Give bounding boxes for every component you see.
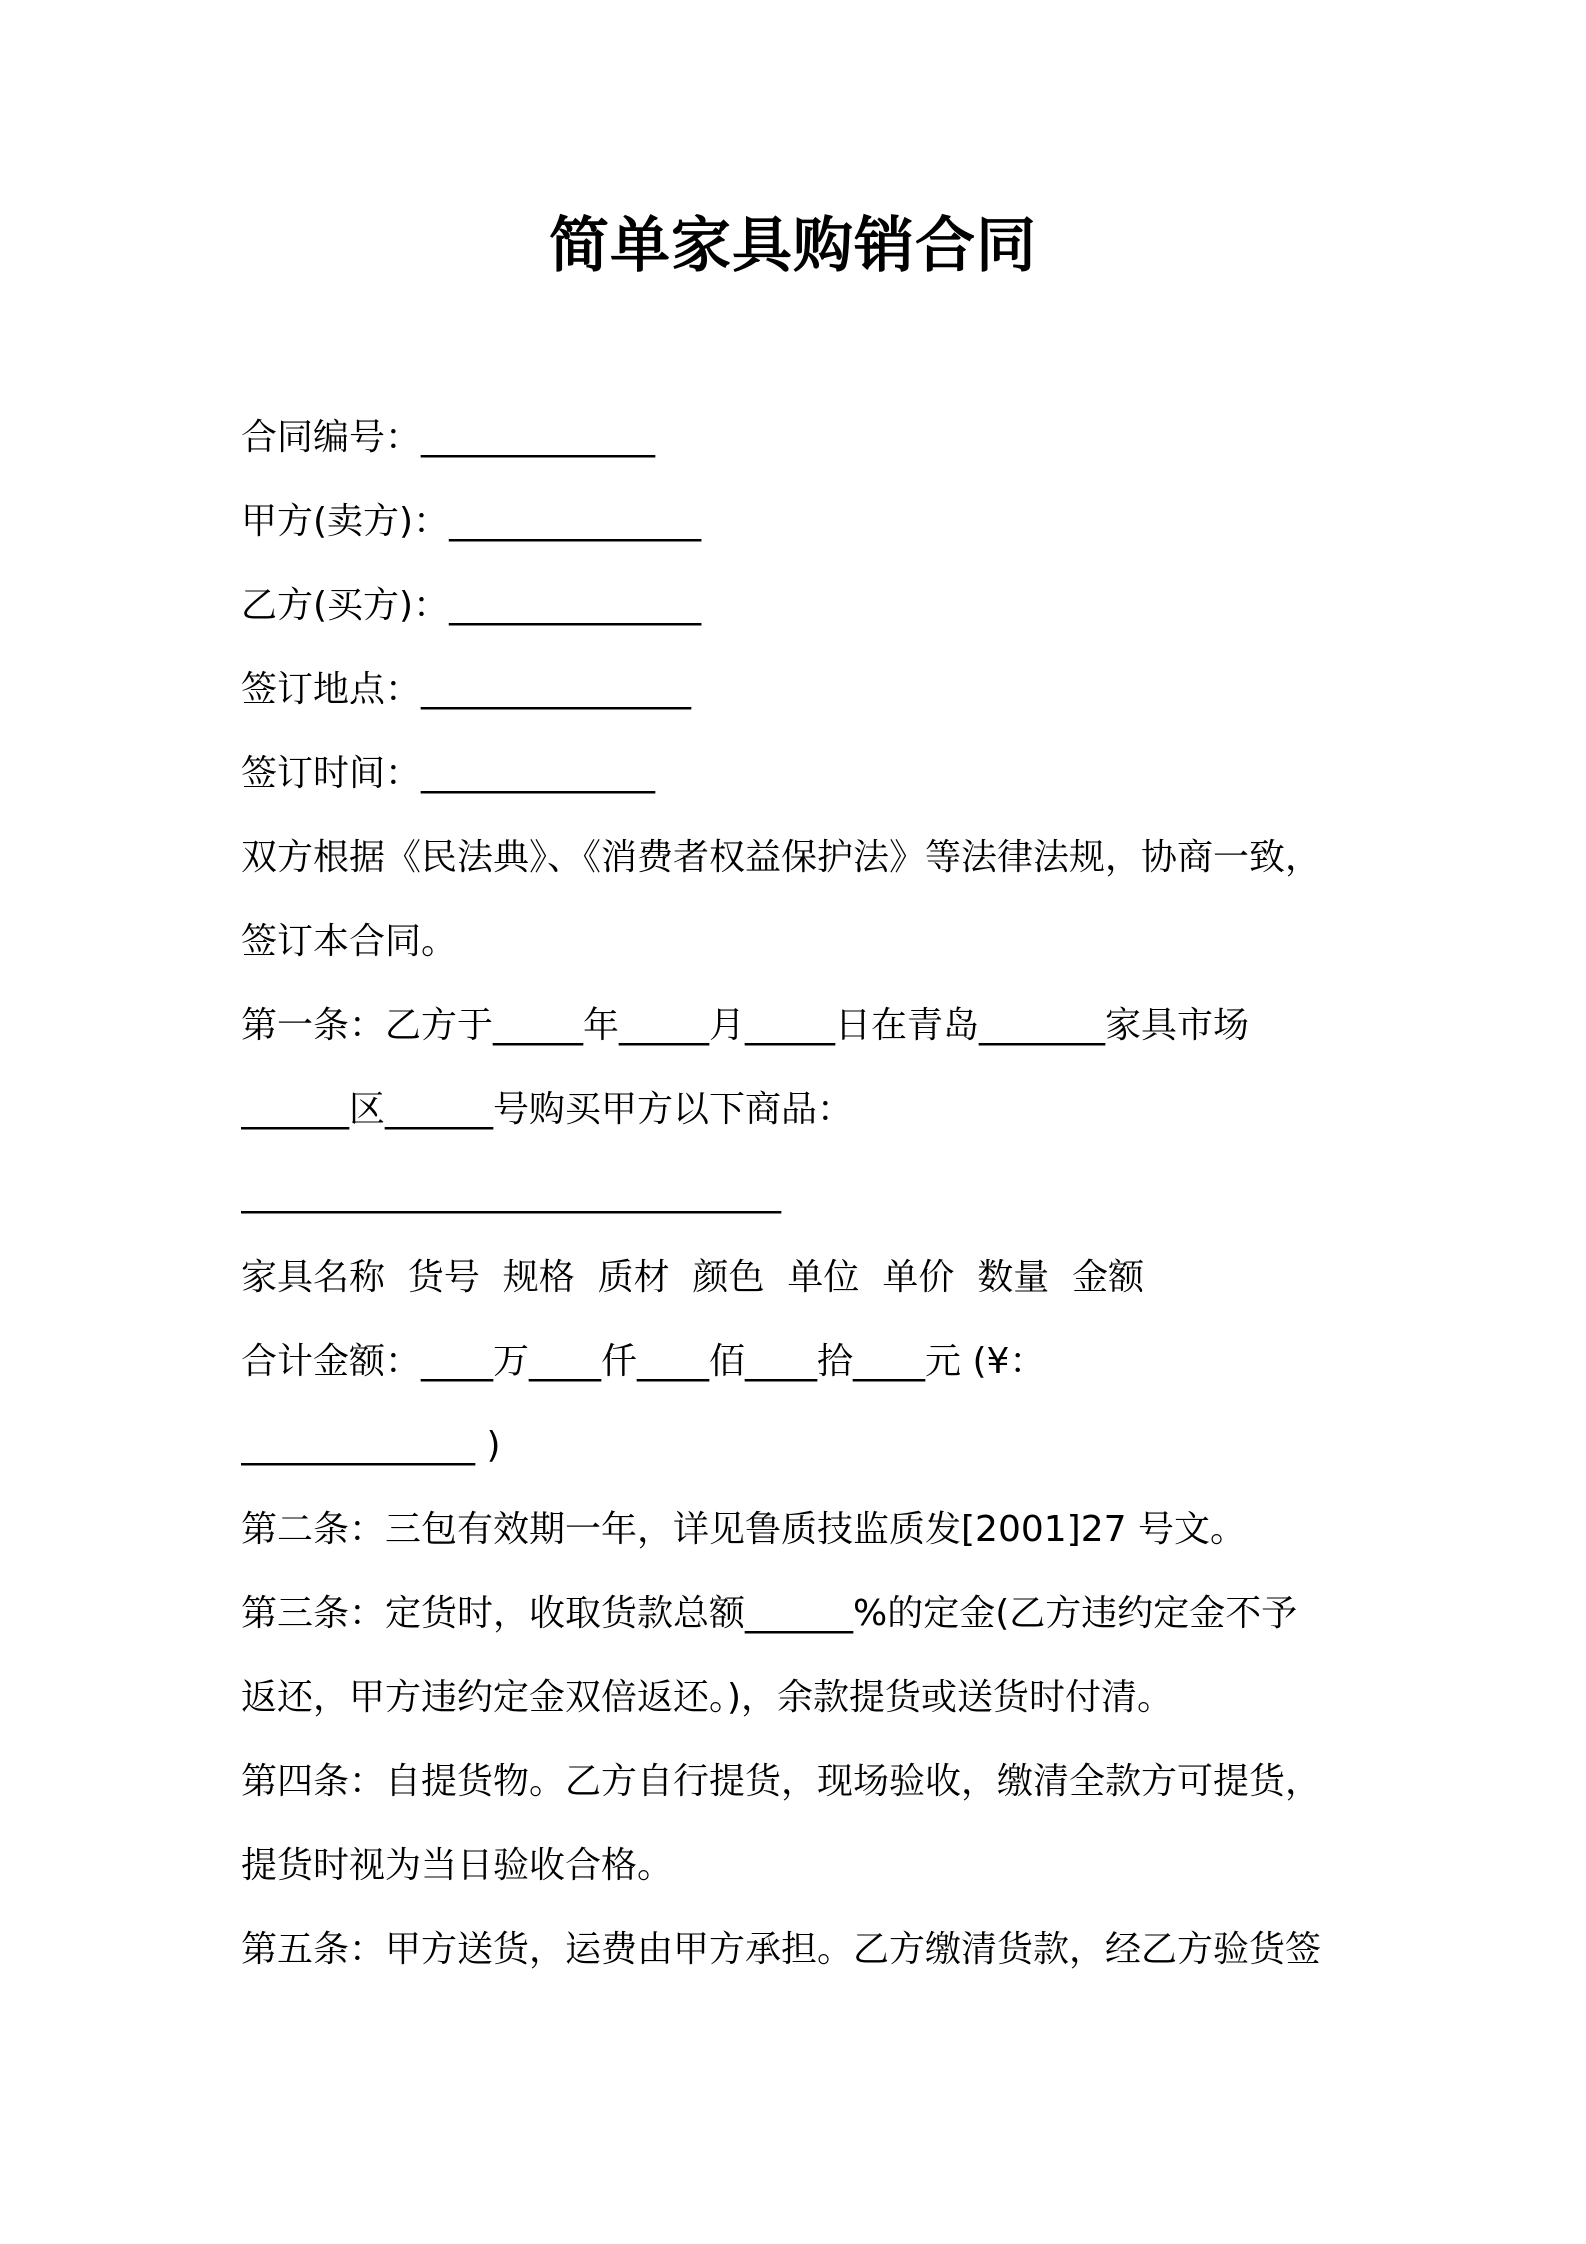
article-1-blank-line: ______________________________ — [241, 1173, 781, 1214]
article-3-line-2: 返还，甲方违约定金双倍返还。)，余款提货或送货时付清。 — [241, 1677, 1174, 1718]
article-1-line-1: 第一条：乙方于_____年_____月_____日在青岛_______家具市场 — [241, 1005, 1250, 1046]
article-5-line-1: 第五条：甲方送货，运费由甲方承担。乙方缴清货款，经乙方验货签 — [241, 1929, 1322, 1970]
article-1-line-2: ______区______号购买甲方以下商品： — [241, 1089, 854, 1130]
article-4-line-2: 提货时视为当日验收合格。 — [241, 1845, 674, 1886]
total-amount-line-2: _____________ ) — [241, 1425, 501, 1466]
goods-table-header: 家具名称 货号 规格 质材 颜色 单位 单价 数量 金额 — [241, 1257, 1145, 1298]
party-a-seller-field: 甲方(卖方)：______________ — [241, 501, 702, 542]
preamble-line-1: 双方根据《民法典》、《消费者权益保护法》等法律法规，协商一致， — [241, 837, 1322, 878]
contract-number-field: 合同编号：_____________ — [241, 417, 656, 458]
article-3-line-1: 第三条：定货时，收取货款总额______%的定金(乙方违约定金不予 — [241, 1593, 1298, 1634]
signing-time-field: 签订时间：_____________ — [241, 753, 656, 794]
article-2: 第二条：三包有效期一年，详见鲁质技监质发[2001]27 号文。 — [241, 1509, 1246, 1550]
document-title: 简单家具购销合同 — [549, 211, 1037, 281]
signing-place-field: 签订地点：_______________ — [241, 669, 692, 710]
preamble-line-2: 签订本合同。 — [241, 921, 458, 962]
party-b-buyer-field: 乙方(买方)：______________ — [241, 585, 702, 626]
total-amount-line-1: 合计金额：____万____仟____佰____拾____元 (¥： — [241, 1341, 1046, 1382]
article-4-line-1: 第四条：自提货物。乙方自行提货，现场验收，缴清全款方可提货， — [241, 1761, 1322, 1802]
